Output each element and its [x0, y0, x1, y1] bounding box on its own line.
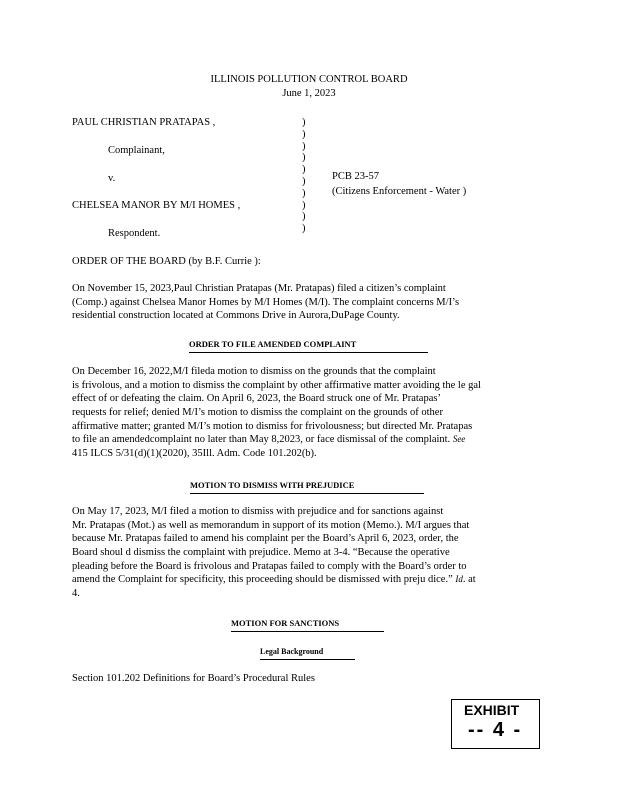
paragraph-line	[72, 573, 542, 587]
caption-paren: )	[302, 211, 306, 223]
paragraph-line: 4.	[72, 588, 80, 600]
paragraph-line: (Comp.) against Chelsea Manor Homes by M/I Homes (M/I). The complaint concerns M/I’s	[72, 296, 460, 308]
order-date: June 1, 2023	[282, 88, 336, 99]
paragraph-line: Mr. Pratapas (Mot.) as well as memorandum in support of its motion (Memo.). M/I argues that	[72, 519, 470, 531]
defendant-name: CHELSEA MANOR BY M/I HOMES ,	[72, 200, 241, 211]
caption-paren: )	[302, 223, 306, 235]
exhibit-label: EXHIBIT	[464, 702, 520, 718]
caption-paren: )	[302, 128, 306, 140]
paragraph-line: is frivolous, and a motion to dismiss the complaint by other affirmative matter avoiding the le gal	[72, 379, 481, 391]
plaintiff-role: Complainant,	[108, 145, 165, 156]
caption-paren: )	[302, 152, 306, 164]
order-of-board: ORDER OF THE BOARD (by B.F. Currie ):	[72, 256, 261, 267]
caption-paren: )	[302, 187, 306, 199]
caption-paren: )	[302, 140, 306, 152]
intro-paragraph	[72, 282, 542, 323]
case-type: (Citizens Enforcement - Water )	[332, 186, 467, 197]
paragraph-line	[72, 433, 542, 447]
exhibit-stamp	[451, 699, 540, 749]
amended-paragraph	[72, 365, 542, 461]
heading-motion-to-dismiss: MOTION TO DISMISS WITH PREJUDICE	[190, 479, 424, 494]
heading-amended-complaint: ORDER TO FILE AMENDED COMPLAINT	[189, 338, 428, 353]
paragraph-line: pleading before the Board is frivolous and Pratapas failed to comply with the Board’s order to	[72, 560, 467, 572]
plaintiff-name: PAUL CHRISTIAN PRATAPAS ,	[72, 117, 216, 128]
citation-signal: See	[452, 434, 466, 445]
caption-paren: )	[302, 175, 306, 187]
caption-paren: )	[302, 117, 306, 128]
citation-id: Id	[455, 574, 463, 585]
paragraph-line: On November 15, 2023,Paul Christian Pratapas (Mr. Pratapas) filed a citizen’s complaint	[72, 283, 446, 294]
paragraph-line: because Mr. Pratapas failed to amend his complaint per the Board’s April 6, 2023, order, the	[72, 533, 459, 545]
caption-paren: )	[302, 199, 306, 211]
citation-at: . at	[462, 574, 476, 586]
board-title: ILLINOIS POLLUTION CONTROL BOARD	[210, 74, 408, 85]
paragraph-line: requests for relief; denied M/I’s motion to dismiss the complaint on the grounds of other	[72, 407, 443, 419]
paragraph-text: amend the Complaint for specificity, this proceeding should be dismissed with preju dice.”	[72, 574, 453, 586]
paragraph-text: to file an amendedcomplaint no later than May 8,2023, or face dismissal of the complaint.	[72, 434, 451, 446]
paragraph-line: effect of or defeating the claim. On April 6, 2023, the Board struck one of Mr. Pratapas’	[72, 393, 441, 405]
heading-legal-background: Legal Background	[260, 645, 355, 660]
defendant-role: Respondent.	[108, 228, 161, 239]
paragraph-line: Board shoul d dismiss the complaint with prejudice. Memo at 3-4. “Because the operative	[72, 547, 450, 559]
paragraph-line: residential construction located at Commons Drive in Aurora,DuPage County.	[72, 310, 400, 322]
dismiss-paragraph	[72, 505, 542, 601]
section-101-202: Section 101.202 Definitions for Board’s Procedural Rules	[72, 673, 315, 684]
versus: v.	[108, 173, 116, 184]
paragraph-line: affirmative matter; granted M/I’s motion to dismiss for frivolousness; but directed Mr. Pratapas	[72, 420, 473, 432]
case-number: PCB 23-57	[332, 171, 379, 182]
paragraph-line: On May 17, 2023, M/I filed a motion to dismiss with prejudice and for sanctions against	[72, 506, 444, 517]
exhibit-number: -- 4 -	[468, 719, 523, 741]
heading-motion-for-sanctions: MOTION FOR SANCTIONS	[231, 617, 384, 632]
paragraph-line: 415 ILCS 5/31(d)(1)(2020), 35Ill. Adm. Code 101.202(b).	[72, 448, 317, 460]
caption-paren: )	[302, 164, 306, 176]
paragraph-line: On December 16, 2022,M/I fileda motion to dismiss on the grounds that the complaint	[72, 366, 436, 377]
caption-parentheses	[302, 117, 312, 235]
